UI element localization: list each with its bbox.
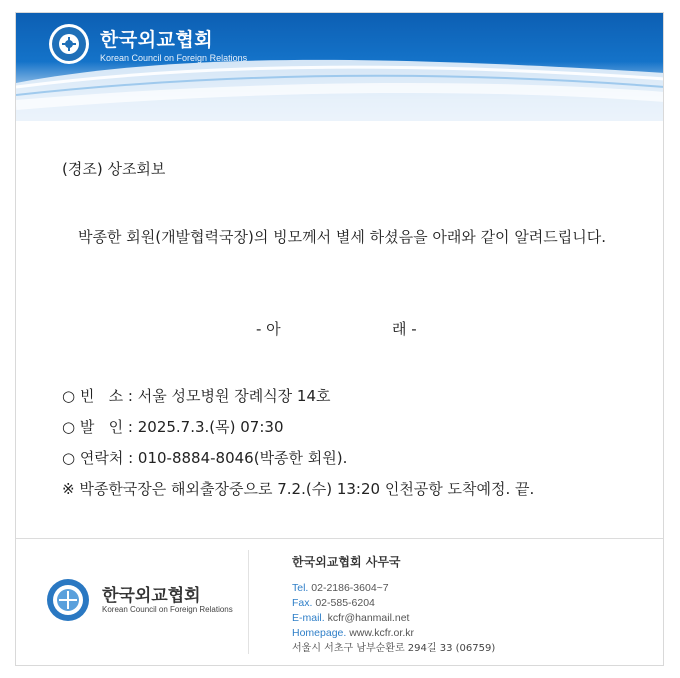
footer-divider: [248, 550, 249, 654]
detail-funeral-hall: ○ 빈 소 : 서울 성모병원 장례식장 14호: [62, 387, 331, 405]
footer-org-name-en: Korean Council on Foreign Relations: [102, 605, 233, 614]
letter-title: (경조) 상조회보: [62, 160, 166, 178]
notice-heading-right: 래 -: [392, 320, 417, 338]
details-list: [62, 381, 534, 505]
kcfr-emblem-icon: [48, 23, 90, 65]
email-frame: [15, 12, 664, 666]
office-title: 한국외교협회 사무국: [292, 555, 401, 569]
header-org-name-ko: 한국외교협회: [100, 29, 214, 51]
footer-org-name-ko: 한국외교협회: [102, 586, 201, 606]
fax-label: Fax.: [292, 597, 313, 609]
homepage-line: [292, 626, 495, 641]
tel-line: [292, 581, 495, 596]
contact-block: [292, 581, 495, 656]
email-label: E-mail.: [292, 612, 325, 624]
homepage-link[interactable]: www.kcfr.or.kr: [349, 627, 414, 639]
footer-emblem-icon: [46, 578, 90, 622]
email-link[interactable]: kcfr@hanmail.net: [327, 612, 410, 624]
fax-line: [292, 596, 495, 611]
detail-note: ※ 박종한국장은 해외출장중으로 7.2.(수) 13:20 인천공항 도착예정. 끝.: [62, 480, 535, 498]
header-org-name-en: Korean Council on Foreign Relations: [100, 53, 248, 63]
notice-heading-left: - 아: [256, 320, 281, 338]
email-line: [292, 611, 495, 626]
tel-value: 02-2186-3604~7: [311, 582, 389, 594]
header-banner: [16, 13, 663, 121]
address: 서울시 서초구 남부순환로 294길 33 (06759): [292, 643, 496, 654]
fax-value: 02-585-6204: [315, 597, 375, 609]
footer-separator: [16, 538, 663, 539]
letter-body: [62, 223, 642, 252]
tel-label: Tel.: [292, 582, 309, 594]
detail-contact: ○ 연락처 : 010-8884-8046(박종한 회원).: [62, 449, 348, 467]
homepage-label: Homepage.: [292, 627, 347, 639]
letter-body-text: 박종한 회원(개발협력국장)의 빙모께서 별세 하셨음을 아래와 같이 알려드립니다.: [78, 228, 607, 246]
detail-departure: ○ 발 인 : 2025.7.3.(목) 07:30: [62, 418, 284, 436]
